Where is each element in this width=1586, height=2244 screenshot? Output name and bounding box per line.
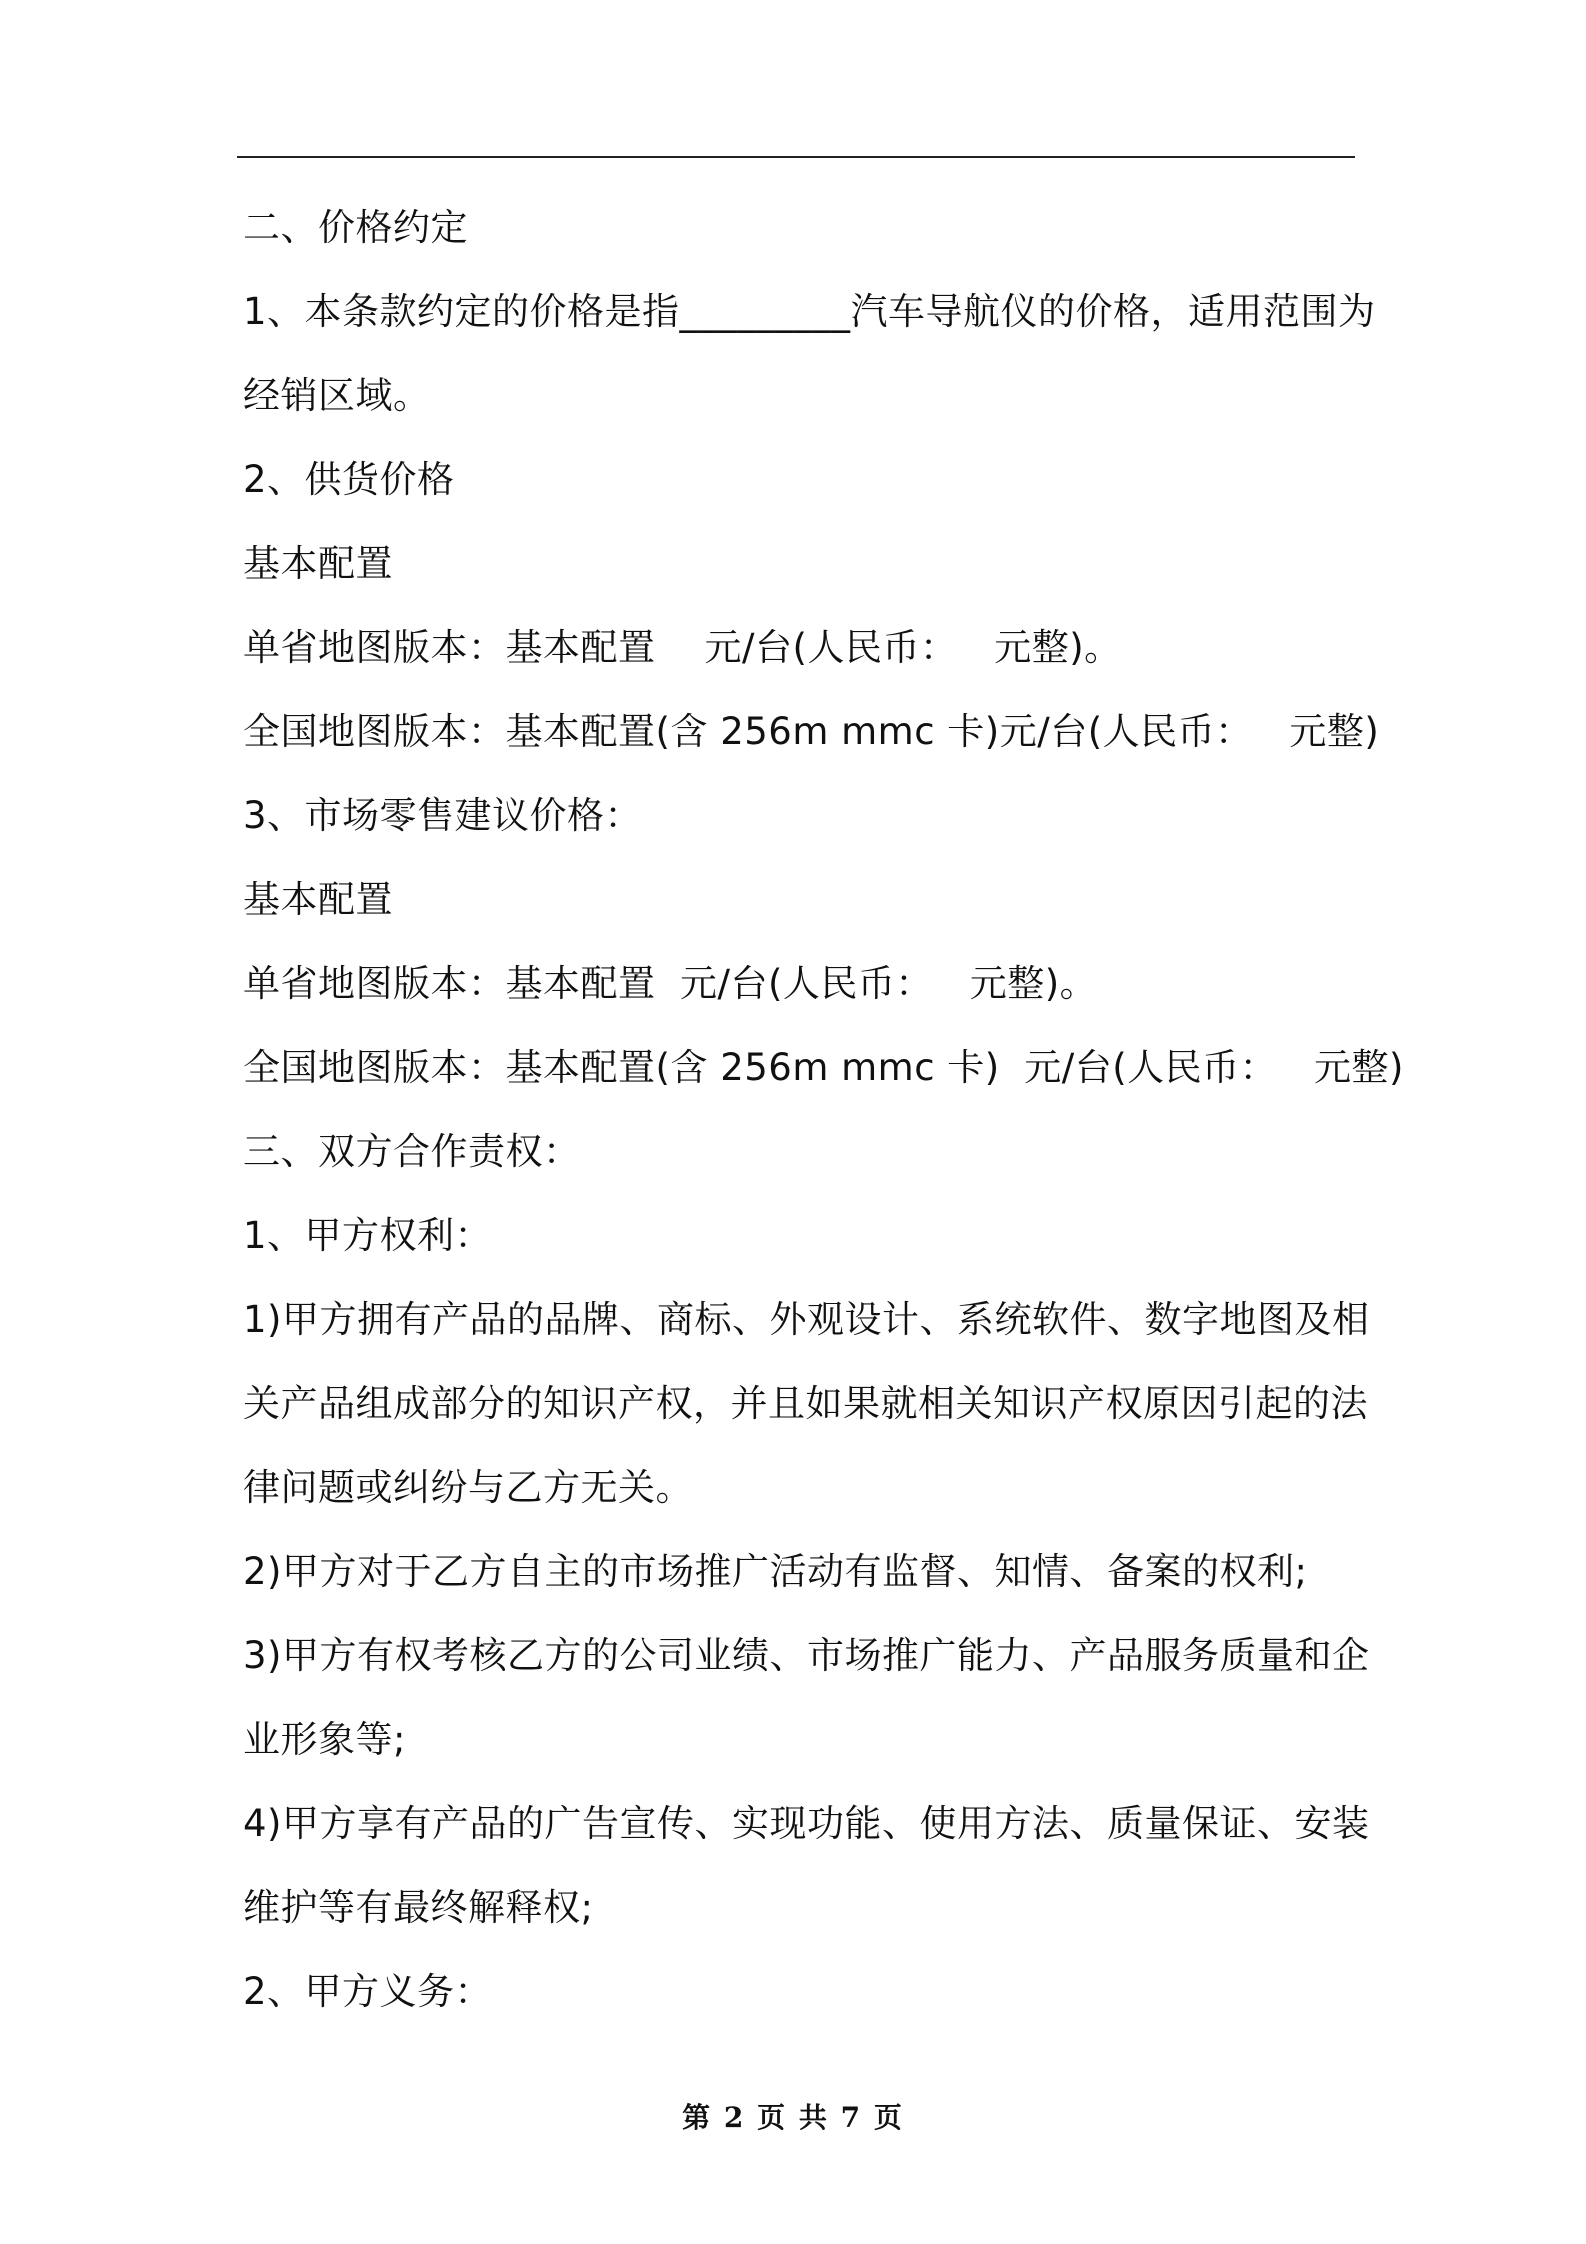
section-heading-responsibilities: 三、双方合作责权：	[243, 1130, 581, 1173]
paragraph-line: 1)甲方拥有产品的品牌、商标、外观设计、系统软件、数字地图及相	[243, 1298, 1370, 1341]
paragraph-line: 基本配置	[243, 542, 393, 585]
paragraph-line: 4)甲方享有产品的广告宣传、实现功能、使用方法、质量保证、安装	[243, 1802, 1370, 1845]
paragraph-line: 经销区域。	[243, 374, 431, 417]
subheading-party-a-rights: 1、甲方权利：	[243, 1214, 493, 1257]
paragraph-line: 1、本条款约定的价格是指_________汽车导航仪的价格，适用范围为	[243, 290, 1376, 333]
paragraph-line: 基本配置	[243, 878, 393, 921]
paragraph-line: 维护等有最终解释权;	[243, 1886, 594, 1929]
subheading-retail-price: 3、市场零售建议价格：	[243, 794, 643, 837]
paragraph-line: 3)甲方有权考核乙方的公司业绩、市场推广能力、产品服务质量和企	[243, 1634, 1370, 1677]
section-heading-price: 二、价格约定	[243, 206, 468, 249]
paragraph-line: 律问题或纠纷与乙方无关。	[243, 1466, 693, 1509]
paragraph-line: 单省地图版本：基本配置 元/台(人民币： 元整)。	[243, 962, 1098, 1005]
paragraph-line: 全国地图版本：基本配置(含 256m mmc 卡) 元/台(人民币： 元整)	[243, 1046, 1404, 1089]
paragraph-line: 关产品组成部分的知识产权，并且如果就相关知识产权原因引起的法	[243, 1382, 1368, 1425]
subheading-supply-price: 2、供货价格	[243, 458, 455, 501]
subheading-party-a-obligations: 2、甲方义务：	[243, 1970, 493, 2013]
page-number-footer: 第 2 页 共 7 页	[682, 2101, 904, 2134]
header-rule	[237, 156, 1355, 158]
paragraph-line: 单省地图版本：基本配置 元/台(人民币： 元整)。	[243, 626, 1122, 669]
paragraph-line: 全国地图版本：基本配置(含 256m mmc 卡)元/台(人民币： 元整)	[243, 710, 1380, 753]
paragraph-line: 2)甲方对于乙方自主的市场推广活动有监督、知情、备案的权利;	[243, 1550, 1308, 1593]
paragraph-line: 业形象等;	[243, 1718, 406, 1761]
